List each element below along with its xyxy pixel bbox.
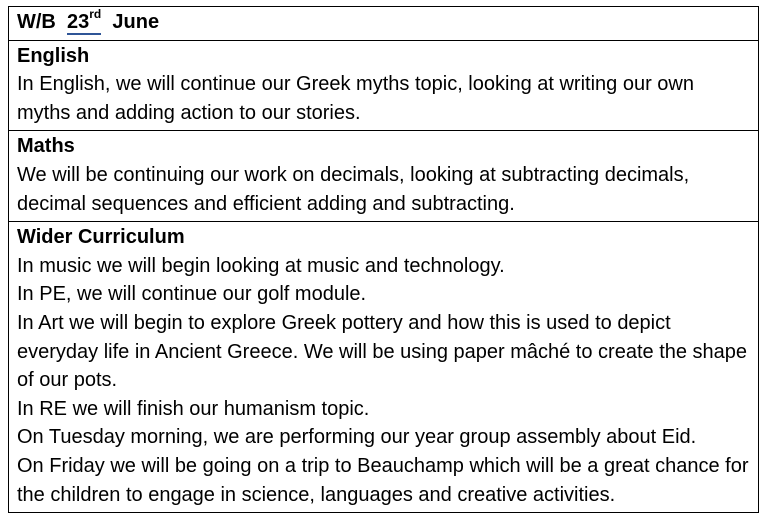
maths-heading: Maths [17, 135, 75, 158]
maths-text: We will be continuing our work on decimals, looking at subtracting decimals, decimal sequences and efficient adding and subtracting. [17, 163, 690, 215]
wider-music-text: In music we will begin looking at music and technology. [17, 254, 505, 277]
week-beginning-label: W/B [17, 11, 56, 33]
english-cell [9, 40, 759, 131]
wider-curriculum-cell [9, 222, 759, 513]
maths-row [9, 131, 759, 222]
wider-assembly-text: On Tuesday morning, we are performing our year group assembly about Eid. [17, 426, 697, 449]
week-date-number: 23 [67, 11, 90, 33]
english-row [9, 40, 759, 131]
maths-cell [9, 131, 759, 222]
week-header-cell [9, 7, 759, 41]
english-heading: English [17, 44, 90, 67]
wider-curriculum-row [9, 222, 759, 513]
week-date-suffix: rd [89, 7, 102, 21]
week-month: June [112, 11, 160, 33]
wider-curriculum-heading: Wider Curriculum [17, 226, 185, 249]
week-date [67, 7, 102, 35]
wider-art-text: In Art we will begin to explore Greek pottery and how this is used to depict everyday life in Ancient Greece. We will be using paper mâché to create the shape of our pots. [17, 311, 748, 392]
wider-pe-text: In PE, we will continue our golf module. [17, 283, 367, 306]
wider-re-text: In RE we will finish our humanism topic. [17, 397, 370, 420]
wider-trip-text: On Friday we will be going on a trip to Beauchamp which will be a great chance for the children to engage in science, languages and creative activities. [17, 454, 749, 506]
week-header-row [9, 7, 759, 41]
english-text: In English, we will continue our Greek myths topic, looking at writing our own myths and adding action to our stories. [17, 73, 694, 124]
weekly-plan-table [8, 6, 759, 513]
weekly-plan-document [8, 6, 759, 513]
